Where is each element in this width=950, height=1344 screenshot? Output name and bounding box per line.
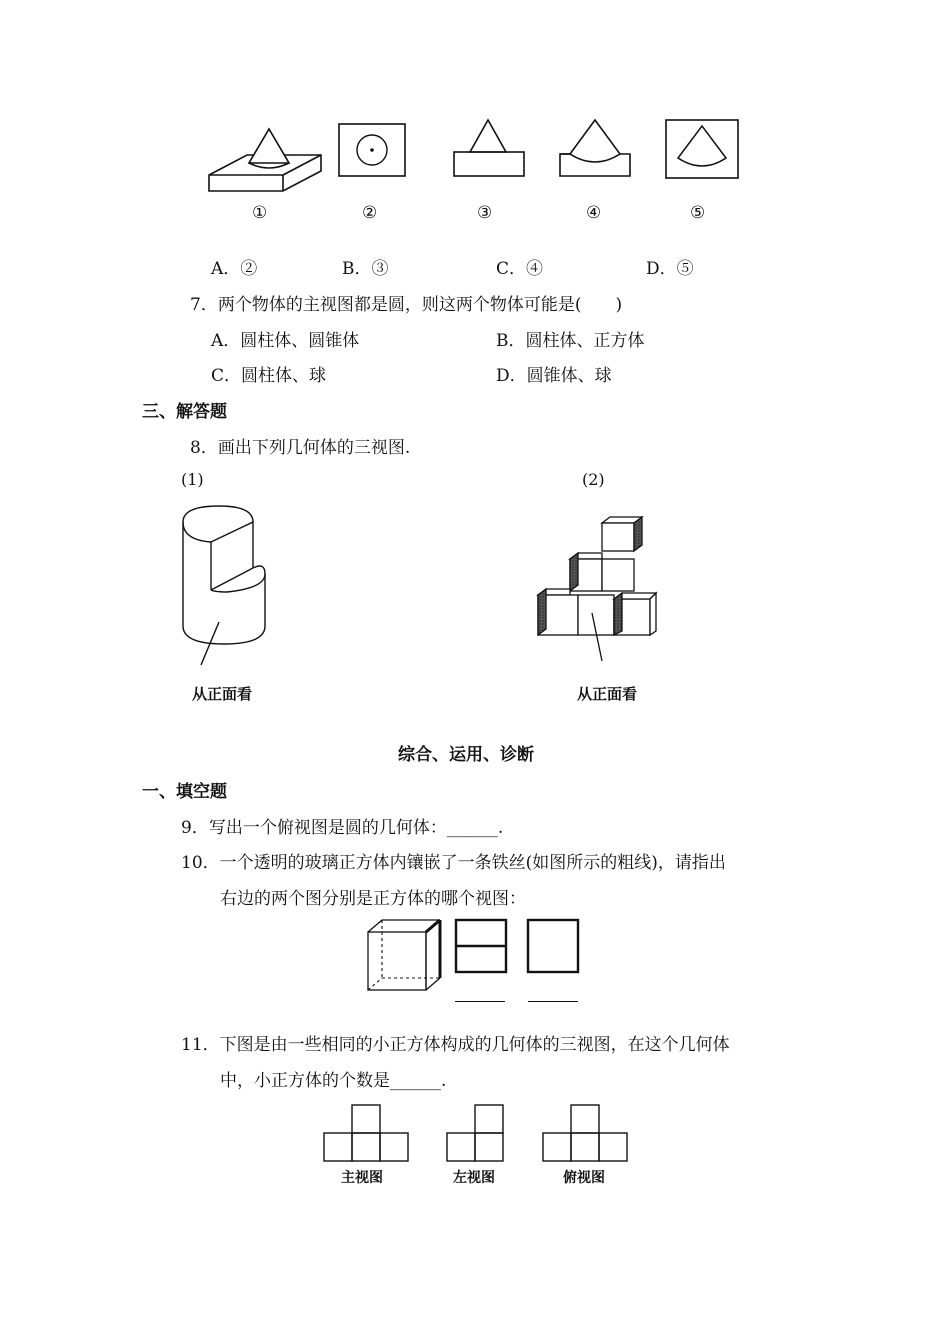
q10-figure-glass-cube xyxy=(366,918,446,996)
q8-sub-label-2: (2) xyxy=(582,470,605,489)
q6-figure-5-framed-cone xyxy=(664,118,744,182)
q6-figure-2-top-view xyxy=(338,123,408,179)
q6-figure-4-cone-in-slab xyxy=(558,118,638,180)
q6-figure-label-3: ③ xyxy=(477,203,493,223)
section-title-answer-questions: 三、解答题 xyxy=(142,402,227,422)
q10-view-1 xyxy=(454,918,510,976)
q8-caption-2: 从正面看 xyxy=(577,685,638,703)
q7-option-c[interactable]: C．圆柱体、球 xyxy=(211,366,327,386)
q6-option-a[interactable]: A．② xyxy=(211,259,258,279)
q11-line-1: 11．下图是由一些相同的小正方体构成的几何体的三视图，在这个几何体 xyxy=(181,1035,730,1055)
q6-option-c[interactable]: C．④ xyxy=(496,259,544,279)
q6-figure-label-1: ① xyxy=(252,203,268,223)
q10-answer-blank-2[interactable] xyxy=(528,1001,578,1002)
q6-figure-1-cone-on-slab xyxy=(205,125,330,195)
q6-figure-label-2: ② xyxy=(362,203,378,223)
q11-front-view xyxy=(322,1103,412,1163)
q6-option-b[interactable]: B．③ xyxy=(342,259,389,279)
q10-line-1: 10．一个透明的玻璃正方体内镶嵌了一条铁丝(如图所示的粗线)，请指出 xyxy=(181,853,726,873)
q11-view-label-left: 左视图 xyxy=(453,1170,495,1186)
q8-figure-1-cut-cylinder xyxy=(175,500,275,670)
q11-left-view xyxy=(445,1103,507,1163)
q7-option-d[interactable]: D．圆锥体、球 xyxy=(496,366,612,386)
q11-view-label-front: 主视图 xyxy=(341,1170,383,1186)
q7-option-a[interactable]: A．圆柱体、圆锥体 xyxy=(211,331,360,351)
q8-stem: 8．画出下列几何体的三视图. xyxy=(190,438,411,458)
q8-sub-label-1: (1) xyxy=(181,470,204,489)
q7-option-b[interactable]: B．圆柱体、正方体 xyxy=(496,331,645,351)
q10-answer-blank-1[interactable] xyxy=(455,1001,505,1002)
q6-figure-label-4: ④ xyxy=(586,203,602,223)
q9-stem: 9．写出一个俯视图是圆的几何体：______. xyxy=(181,818,504,838)
section-title-fill-blanks: 一、填空题 xyxy=(142,782,227,802)
q11-line-2: 中，小正方体的个数是______. xyxy=(220,1071,447,1091)
q11-top-view xyxy=(541,1103,631,1163)
q7-stem: 7．两个物体的主视图都是圆，则这两个物体可能是( ) xyxy=(190,295,623,315)
q6-option-d[interactable]: D．⑤ xyxy=(646,259,694,279)
q6-figure-label-5: ⑤ xyxy=(690,203,706,223)
part-title: 综合、运用、诊断 xyxy=(398,745,534,765)
q10-view-2 xyxy=(526,918,584,976)
q8-caption-1: 从正面看 xyxy=(192,685,253,703)
q10-line-2: 右边的两个图分别是正方体的哪个视图： xyxy=(220,889,526,909)
q6-figure-3-front-view xyxy=(452,118,527,180)
q8-figure-2-cube-stack xyxy=(530,515,660,665)
q11-view-label-top: 俯视图 xyxy=(563,1170,605,1186)
